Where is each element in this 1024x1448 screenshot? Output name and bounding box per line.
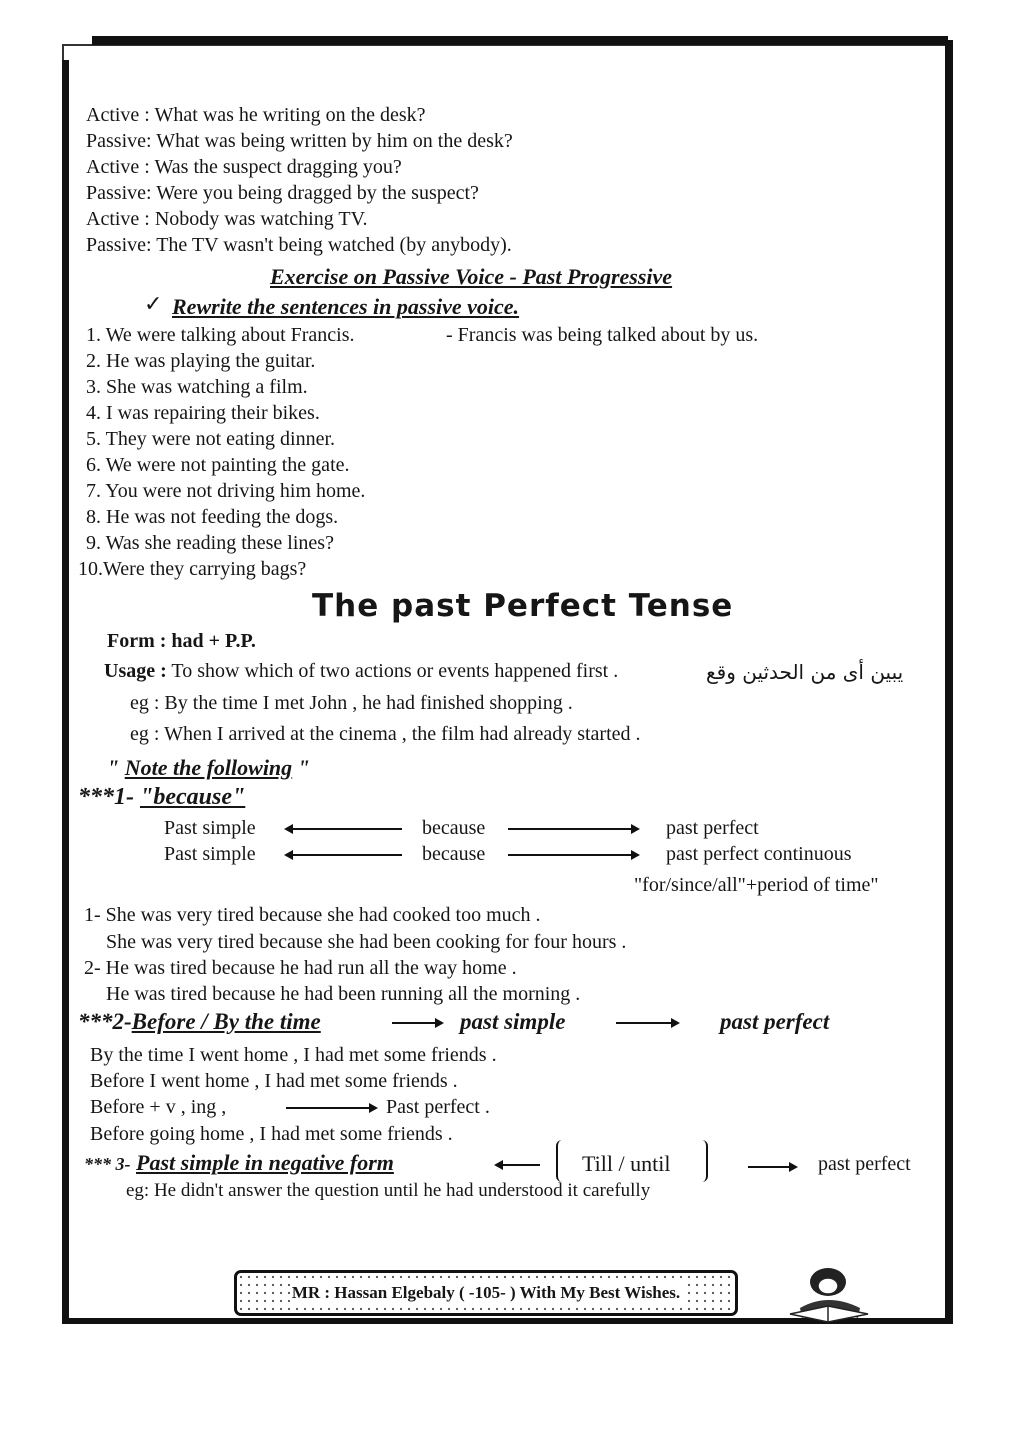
- before-line-2: Before I went home , I had met some friends .: [90, 1070, 458, 1092]
- exercise-instruction: Rewrite the sentences in passive voice.: [172, 294, 520, 319]
- note-open-quote: ": [107, 755, 120, 780]
- arrow-right-icon: [286, 1107, 376, 1109]
- example-line-5: Active : Nobody was watching TV.: [86, 208, 368, 230]
- till-heading: [84, 1150, 394, 1176]
- before-heading: [78, 1009, 321, 1035]
- till-title: Past simple in negative form: [136, 1150, 394, 1175]
- exercise-item-1: 1. We were talking about Francis.: [86, 324, 355, 346]
- usage-arabic: يبين أى من الحدثين وقع: [706, 660, 904, 684]
- exercise-item-3: 3. She was watching a film.: [86, 376, 308, 398]
- till-example: eg: He didn't answer the question until he had understood it carefully: [126, 1180, 651, 1201]
- arrow-right-icon: [748, 1166, 796, 1168]
- example-line-6: Passive: The TV wasn't being watched (by anybody).: [86, 234, 512, 256]
- arrow-right-icon: [508, 854, 638, 856]
- arrow-right-icon: [392, 1022, 442, 1024]
- usage-text: To show which of two actions or events happened first .: [171, 660, 619, 682]
- because-example-2a: 2- He was tired because he had run all the way home .: [84, 957, 517, 979]
- footer-text: MR : Hassan Elgebaly ( -105- ) With My Best Wishes.: [291, 1283, 681, 1302]
- arrow-left-icon: [286, 854, 402, 856]
- note-heading: [107, 755, 310, 781]
- example-line-2: Passive: What was being written by him on the desk?: [86, 130, 513, 152]
- exercise-item-7: 7. You were not driving him home.: [86, 480, 366, 502]
- exercise-item-2: 2. He was playing the guitar.: [86, 350, 316, 372]
- exercise-item-6: 6. We were not painting the gate.: [86, 454, 350, 476]
- because-row2-mid: because: [422, 843, 486, 865]
- because-row2-left: Past simple: [164, 843, 256, 865]
- check-icon: ✓: [144, 292, 163, 317]
- till-mid: Till / until: [582, 1151, 671, 1176]
- note-text: Note the following: [124, 755, 293, 780]
- exercise-item-10: 10.Were they carrying bags?: [78, 558, 307, 580]
- because-row2-right: past perfect continuous: [666, 843, 852, 865]
- because-example-2b: He was tired because he had been running all the morning .: [106, 983, 581, 1005]
- exercise-title: Exercise on Passive Voice - Past Progressive: [270, 264, 673, 289]
- exercise-answer-example: - Francis was being talked about by us.: [446, 324, 759, 346]
- example-line-1: Active : What was he writing on the desk?: [86, 104, 426, 126]
- because-row1-left: Past simple: [164, 817, 256, 839]
- exercise-item-5: 5. They were not eating dinner.: [86, 428, 336, 450]
- exercise-item-8: 8. He was not feeding the dogs.: [86, 506, 339, 528]
- because-row1-right: past perfect: [666, 817, 759, 839]
- usage-line: [104, 660, 618, 683]
- reading-figure-icon: [770, 1262, 880, 1324]
- till-right: past perfect: [818, 1153, 911, 1175]
- before-rule-right: Past perfect .: [386, 1096, 490, 1118]
- before-line-1: By the time I went home , I had met some friends .: [90, 1044, 497, 1066]
- section-title: The past Perfect Tense: [312, 588, 734, 624]
- before-line-last: Before going home , I had met some friends .: [90, 1123, 453, 1145]
- before-right: past perfect: [720, 1009, 830, 1034]
- because-example-1b: She was very tired because she had been cooking for four hours .: [106, 931, 627, 953]
- arrow-right-icon: [616, 1022, 678, 1024]
- before-rule-left: Before + v , ing ,: [90, 1096, 227, 1118]
- arrow-left-icon: [496, 1164, 540, 1166]
- because-heading: [78, 784, 245, 811]
- usage-example-1: eg : By the time I met John , he had finished shopping .: [130, 692, 573, 714]
- arrow-right-icon: [508, 828, 638, 830]
- footer-banner: [234, 1270, 738, 1316]
- because-title: "because": [140, 784, 246, 810]
- because-row2-note: "for/since/all"+period of time": [634, 874, 879, 896]
- till-prefix: *** 3-: [84, 1154, 131, 1174]
- before-prefix: ***2-: [78, 1009, 132, 1034]
- usage-example-2: eg : When I arrived at the cinema , the film had already started .: [130, 723, 641, 745]
- usage-label: Usage :: [104, 660, 167, 682]
- because-example-1a: 1- She was very tired because she had cooked too much .: [84, 904, 541, 926]
- frame-left-bar: [62, 60, 69, 1322]
- arrow-left-icon: [286, 828, 402, 830]
- because-row1-mid: because: [422, 817, 486, 839]
- example-line-4: Passive: Were you being dragged by the suspect?: [86, 182, 479, 204]
- frame-top-bar: [92, 36, 948, 45]
- note-close-quote: ": [297, 755, 310, 780]
- footer-text-wrap: [237, 1283, 735, 1303]
- example-line-3: Active : Was the suspect dragging you?: [86, 156, 402, 178]
- exercise-item-4: 4. I was repairing their bikes.: [86, 402, 320, 424]
- form-line: Form : had + P.P.: [107, 630, 256, 652]
- exercise-item-9: 9. Was she reading these lines?: [86, 532, 334, 554]
- because-prefix: ***1-: [78, 784, 134, 810]
- frame-right-bar: [945, 40, 953, 1324]
- before-mid: past simple: [460, 1009, 566, 1034]
- before-title: Before / By the time: [131, 1009, 321, 1034]
